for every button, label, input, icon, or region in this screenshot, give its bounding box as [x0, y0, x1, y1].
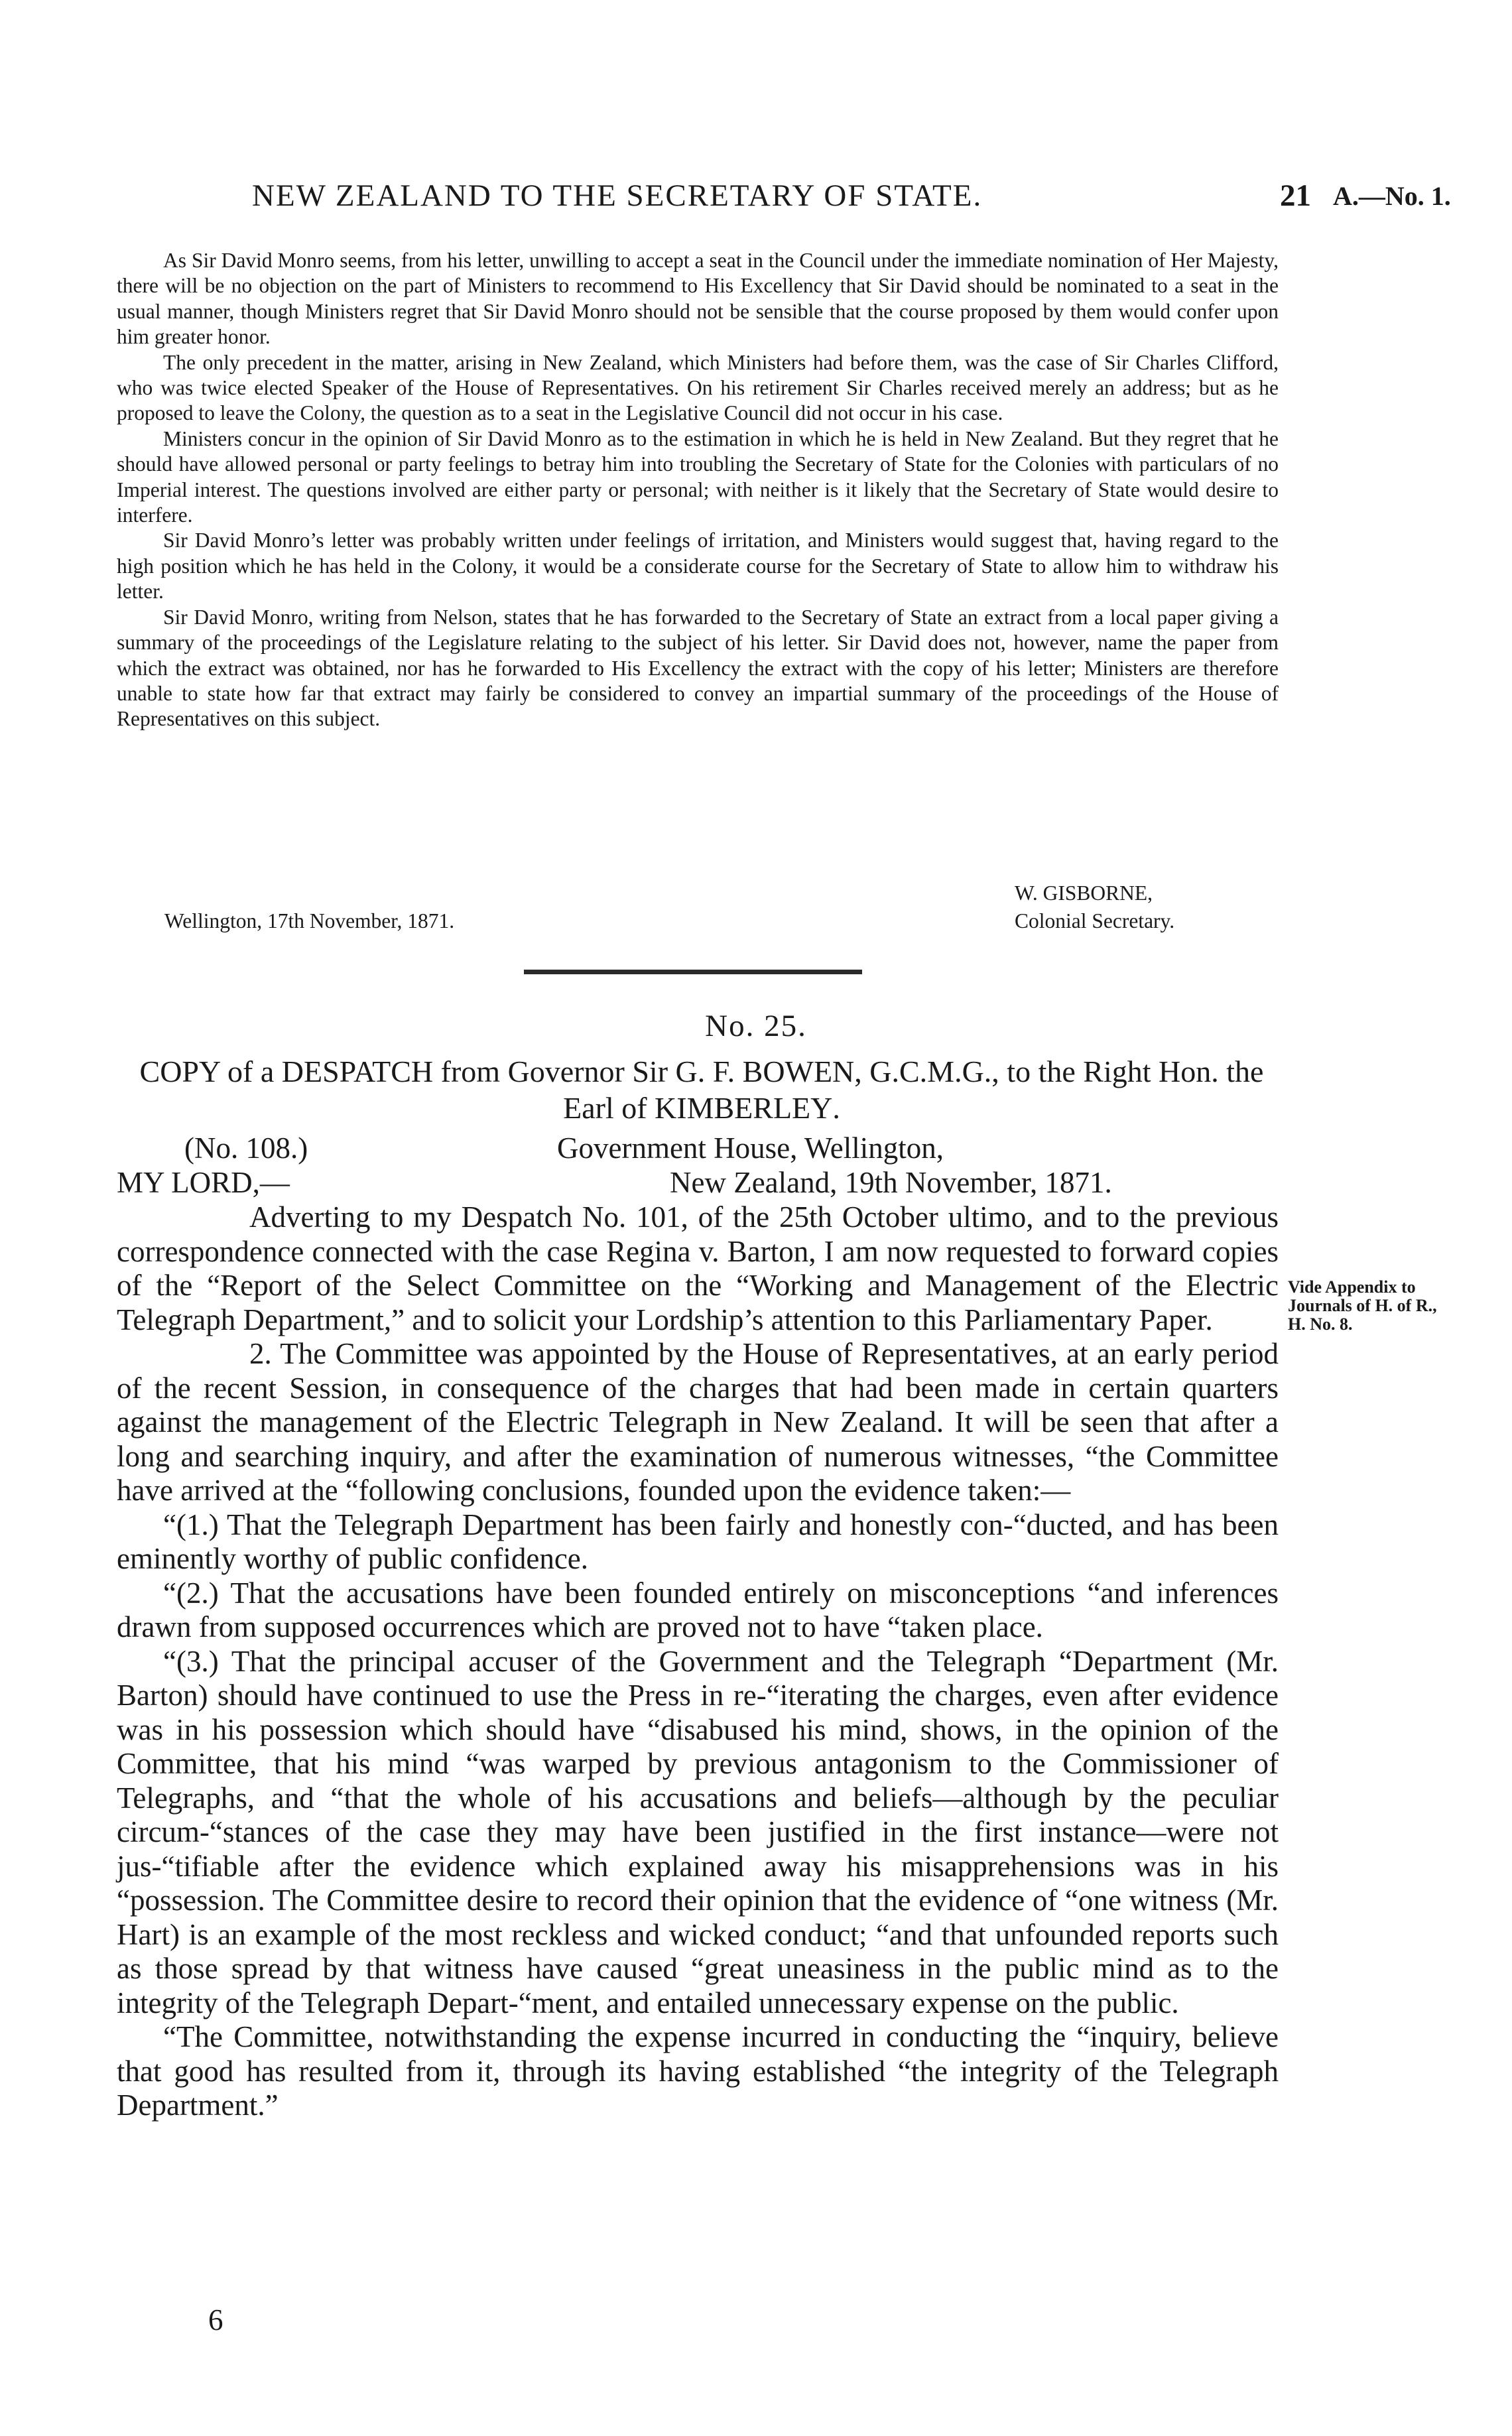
- governor-name: BOWEN: [742, 1055, 855, 1088]
- title-end: .: [832, 1091, 840, 1125]
- salutation: MY LORD,—: [117, 1166, 290, 1199]
- committee-conclusion: “(1.) That the Telegraph Department has been fairly and honestly con-“ducted, and has been eminently worthy of public confidence.: [117, 1507, 1279, 1575]
- signatory-name: W. GISBORNE,: [1015, 881, 1153, 905]
- page-number: 21: [1280, 178, 1311, 213]
- memo-paragraph: Sir David Monro, writing from Nelson, states that he has forwarded to the Secretary of State an extract from a local paper giving a summary of the proceedings of the Legislature relating to the subject of his letter. Sir David does not, however, name the paper from which the extract was obtained, nor has he forwarded to His Excellency the extract with the copy of his letter; Ministers are therefore unable to state how far that extract may fairly be considered to convey an impartial summary of the proceedings of the House of Representatives on this subject.: [117, 605, 1279, 731]
- memo-paragraph: Ministers concur in the opinion of Sir David Monro as to the estimation in which he is held in New Zealand. But they regret that he should have allowed personal or party feelings to betray him into troubling the Secretary of State for the Colonies with particulars of no Imperial interest. The questions involved are either party or personal; with neither is it likely that the Secretary of State would desire to interfere.: [117, 426, 1279, 527]
- despatch-paragraph: 2. The Committee was appointed by the House of Representatives, at an early period of the recent Session, in consequence of the charges that had been made in certain quarters against the management of the Electric Telegraph in New Zealand. It will be seen that after a long and searching inquiry, and after the examination of numerous witnesses, “the Committee have arrived at the “following conclusions, founded upon the evidence taken:—: [117, 1337, 1279, 1507]
- earl-name: KIMBERLEY: [655, 1091, 833, 1125]
- salutation-line: [0, 1165, 1512, 1202]
- running-head: [0, 178, 1512, 218]
- address-line-1: Government House, Wellington,: [557, 1131, 944, 1165]
- title-prefix: COPY of a DESPATCH from Governor Sir G. F.: [139, 1055, 735, 1088]
- address-line-2: New Zealand, 19th November, 1871.: [670, 1166, 1112, 1199]
- committee-conclusion: “The Committee, notwithstanding the expense incurred in conducting the “inquiry, believe that good has resulted from it, through its having established “the integrity of the Telegraph Department.”: [117, 2020, 1279, 2122]
- memo-paragraph: The only precedent in the matter, arising in New Zealand, which Ministers had before them, was the case of Sir Charles Clifford, who was twice elected Speaker of the House of Representatives. On his retirement Sir Charles received merely an address; but as he proposed to leave the Colony, the question as to a seat in the Legislative Council did not occur in his case.: [117, 350, 1279, 425]
- despatch-body: [117, 1200, 1279, 2123]
- printer-signature-mark: 6: [208, 2303, 223, 2337]
- memo-paragraph: Sir David Monro’s letter was probably written under feelings of irritation, and Ministers would suggest that, having regard to the high position which he has held in the Colony, it would be a considerate course for the Secretary of State to allow him to withdraw his letter.: [117, 529, 1279, 604]
- committee-conclusion: “(2.) That the accusations have been founded entirely on misconceptions “and inferences drawn from supposed occurrences which are proved not to have “taken place.: [117, 1576, 1279, 1643]
- despatch-paragraph: Adverting to my Despatch No. 101, of the 25th October ultimo, and to the previous correspondence connected with the case Regina v. Barton, I am now requested to forward copies of the “Report of the Select Committee on the “Working and Management of the Electric Telegraph Department,” and to solicit your Lordship’s attention to this Parliamentary Paper.: [117, 1200, 1279, 1336]
- despatch-title: [117, 1053, 1287, 1126]
- reference-line: [0, 1131, 1512, 1167]
- signatory-office: Colonial Secretary.: [1015, 909, 1175, 932]
- section-divider: [524, 970, 862, 974]
- memo-paragraph: As Sir David Monro seems, from his letter, unwilling to accept a seat in the Council under the immediate nomination of Her Majesty, there will be no objection on the part of Ministers to recommend to His Excellency that Sir David should be nominated to a seat in the usual manner, though Ministers regret that Sir David Monro should not be sensible that the course proposed by them would confer upon him greater honor.: [117, 249, 1279, 349]
- page-header-title: NEW ZEALAND TO THE SECRETARY OF STATE.: [252, 178, 983, 213]
- title-mid: , G.C.M.G., to the Right Hon. the Earl of: [563, 1055, 1264, 1125]
- place-date: Wellington, 17th November, 1871.: [164, 909, 455, 932]
- despatch-number: No. 25.: [705, 1009, 807, 1043]
- paper-reference: A.—No. 1.: [1333, 181, 1451, 211]
- committee-conclusion: “(3.) That the principal accuser of the Government and the Telegraph “Department (Mr. Barton) should have continued to use the Press in re-“iterating the charges, even after evidence was in his possession which should have “disabused his mind, shows, in the opinion of the Committee, that his mind “was warped by previous antagonism to the Commissioner of Telegraphs, and “that the whole of his accusations and beliefs—although by the peculiar circum-“stances of the case they may have been justified in the first instance—were not jus-“tifiable after the evidence which explained away his misapprehensions was in his “possession. The Committee desire to record their opinion that the evidence of “one witness (Mr. Hart) is an example of the most reckless and wicked conduct; “and that unfounded reports such as those spread by that witness have caused “great uneasiness in the public mind as to the integrity of the Telegraph Depart-“ment, and entailed unnecessary expense on the public.: [117, 1644, 1279, 2019]
- despatch-ref-number: (No. 108.): [184, 1131, 308, 1165]
- ministers-memorandum: [117, 248, 1279, 732]
- margin-note: Vide Appendix to Journals of H. of R., H. No. 8.: [1288, 1277, 1437, 1334]
